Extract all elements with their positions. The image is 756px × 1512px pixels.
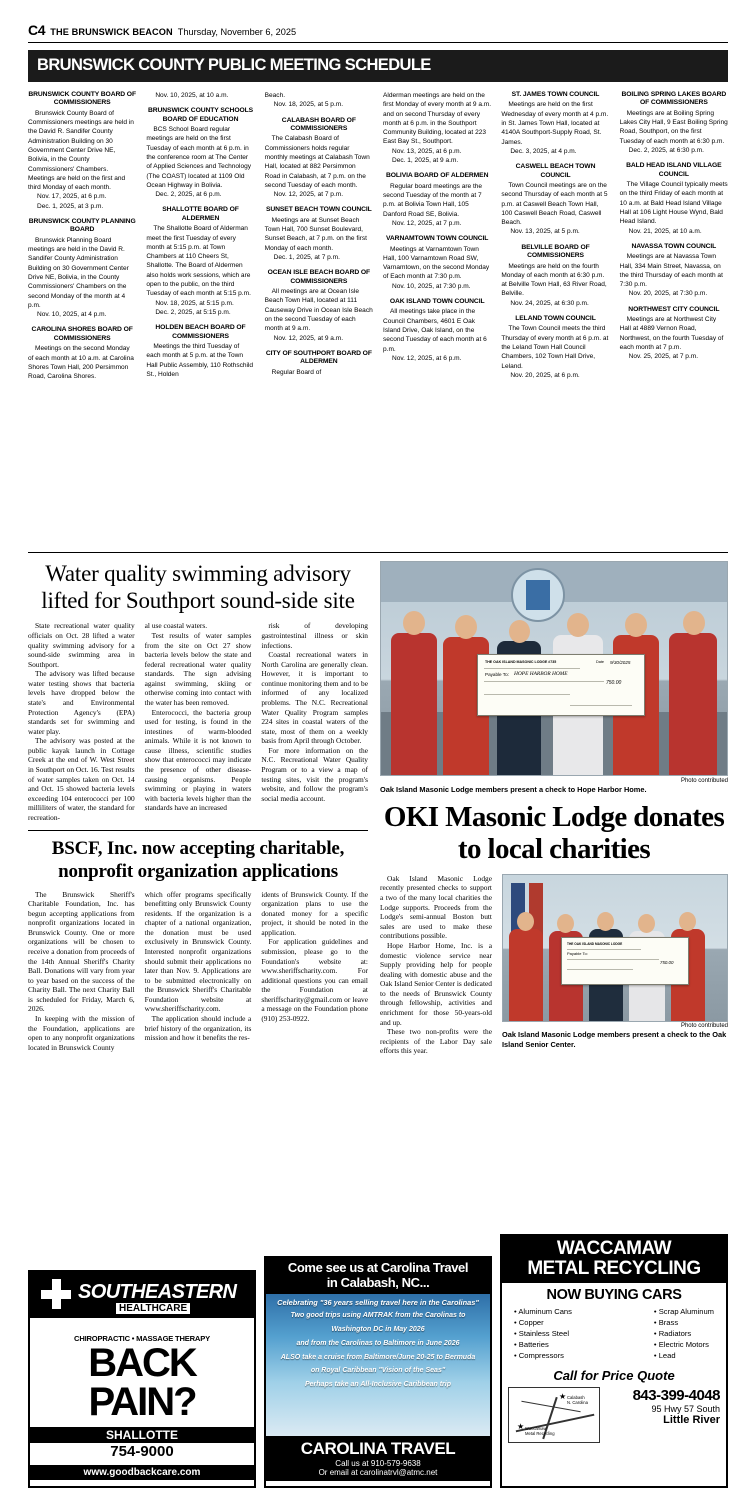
meeting-entry-date: Nov. 12, 2025, at 6 p.m. [392,354,462,362]
metal-buying-headline: NOW BUYING CARS [546,1287,682,1304]
meeting-entry [146,324,254,379]
meeting-entry-body: Meetings are held on the fourth Monday of each month at 6:30 p.m. at Belville Town Hall, 63 River Road, Belville. [501,262,607,298]
story-bscf-headline: BSCF, Inc. now accepting charitable, nonprofit organization applications [51,838,345,882]
travel-promo-line: and from the Carolinas to Baltimore in June 2026 [296,1339,460,1347]
meeting-entry [28,218,136,319]
photo2-caption: Oak Island Masonic Lodge members present a check to the Oak Island Senior Center. [502,1030,727,1050]
meeting-entry-body: Regular Board of [271,368,322,376]
meeting-entry-title: OCEAN ISLE BEACH BOARD OF COMMISSIONERS [267,269,371,285]
meeting-entry-date: Dec. 1, 2025, at 9 a.m. [392,156,459,164]
story-bscf-col-1 [28,890,135,1053]
meeting-entry [146,91,254,100]
schedule-column [146,91,254,546]
metal-title [502,1236,726,1283]
metal-phone[interactable]: 843-399-4048 [632,1387,720,1405]
meeting-entry-date: Nov. 10, 2025, at 7:30 p.m. [392,282,471,290]
meeting-entry-date: Nov. 13, 2025, at 5 p.m. [510,228,580,236]
meeting-entry [383,235,491,291]
story-water-paragraph: The advisory was lifted because water testing shows that bacteria levels have dropped below the state's and Environmental Protection Agency's (EPA) standards set for swimming and water play. [28,669,135,736]
metal-address: 95 Hwy 57 South [651,1404,720,1415]
meeting-entry-date: Nov. 18, 2025, at 5 p.m. [273,101,344,109]
meeting-entry-body: Meetings at Varnamtown Town Hall, 100 Varnamtown Road SW, Varnamtown, on the second Monday of Each month at 7:30 p.m. [383,245,490,281]
story-water-paragraph: Coastal recreational waters in North Carolina are generally clean. However, it is important to continue monitoring them and to be informed of any localized problems. The N.C. Recreational Water Quality Program samples 224 sites in coastal waters of the state, most of them on a weekly basis from April through October. [261,650,368,746]
travel-header-line-1: Come see us at Carolina Travel [287,1260,469,1275]
meeting-entry-title: SUNSET BEACH TOWN COUNCIL [265,206,372,214]
meeting-entry [146,206,254,317]
meeting-entry [501,91,609,156]
meeting-entry-title: ST. JAMES TOWN COUNCIL [511,91,600,98]
photo2-credit: Photo contributed [680,1023,728,1030]
meeting-entry [265,269,373,343]
travel-header [266,1258,490,1294]
se-phone[interactable]: 754-9000 [110,1442,174,1460]
travel-promo-line: Washington DC in May 2026 [331,1326,425,1334]
story-water-paragraph: The advisory was posted at the public kayak launch in Cottage Creek at the end of W. West Street in Southport on Oct. 16. Test results of water samples taken on Oct. 14 and Oct. 15 showed bacteria levels exceeding 104 enterococci per 100 milliliters of water, the standard for recreation- [28,736,135,822]
meeting-entry [383,91,491,165]
meeting-entry-title: NORTHWEST CITY COUNCIL [628,305,720,313]
meeting-entry [620,162,728,236]
meeting-entry-body: Meetings are at Northwest City Hall at 4889 Vernon Road, Northwest, on the fourth Tuesday of each month at 7 p.m. [619,316,724,351]
meeting-schedule [28,91,728,553]
metal-material-item: • Radiators [654,1328,714,1339]
story-water-paragraph: Enterococci, the bacteria group used for testing, is found in the intestines of warm-blooded animals. While it is not known to cause illness, scientific studies show that enterococci may indicate the presence of other disease-causing organisms. People swimming or playing in waters with bacteria levels higher than the standards have an increased [144,707,252,813]
ad-waccamaw-metal-recycling[interactable] [500,1234,728,1488]
metal-material-item: • Stainless Steel [514,1328,572,1339]
meeting-entry-title: BRUNSWICK COUNTY PLANNING BOARD [28,217,136,234]
meeting-entry-body: All meetings take place in the Council Chambers, 4601 E Oak Island Drive, Oak Island, on the second Tuesday of each month at 6 p.m. [383,308,487,353]
masthead-rule [28,42,728,43]
meeting-entry-title: BOILING SPRING LAKES BOARD OF COMMISSIONERS [621,91,727,107]
travel-promo-line: Perhaps take an All-Inclusive Caribbean trip [304,1381,451,1389]
meeting-entry-title: OAK ISLAND TOWN COUNCIL [389,297,485,305]
meeting-entry-body: Meetings are held on the first Wednesday of every month at 4 p.m. in St. James Town Hall, located at 4140A Southport-Supply Road, St. James. [501,101,609,146]
story-oki-col-1 [380,874,492,1056]
story-water-columns [28,621,368,822]
meeting-entry-date: Nov. 10, 2025, at 10 a.m. [155,92,229,99]
meeting-entry-date: Dec. 1, 2025, at 7 p.m. [273,253,340,261]
travel-agency-name: CAROLINA TRAVEL [300,1439,456,1459]
story-oki-paragraph: Oak Island Masonic Lodge recently presented checks to support a two of the many local charities the Lodge supports. Proceeds from the Lodge's semi-annual Boston butt sales are used to make these contributions possible. [380,873,492,941]
page-title: Water quality swimming advisory lifted for Southport sound-side site [41,561,355,613]
meeting-entry-title: LELAND TOWN COUNCIL [515,314,596,322]
advertisement-area [28,1234,728,1502]
meeting-entry-date: Nov. 12, 2025, at 7 p.m. [392,219,462,227]
medical-cross-icon [41,1279,71,1309]
meeting-entry-body: BCS School Board regular meetings are held on the first Tuesday of each month at 6 p.m. in the conference room at The Center of Applied Sciences and Technology (The COAST) located at 1109 Old Ocean Highway in Bolivia. [146,126,252,189]
photo-hope-harbor [380,561,728,776]
story-bscf-paragraph: The Brunswick Sheriff's Charitable Foundation, Inc. has begun accepting applications from nonprofit organizations located in Brunswick County. One or more organizations will be chosen to receive a donation from proceeds of the 14th Annual Sheriff's Charity Ball. Donations will vary from year to year based on the success of the Charity Ball. The next Charity Ball is scheduled for Friday, March 6, 2026. [28,889,135,1014]
meeting-entry-title: BOLIVIA BOARD OF ALDERMEN [385,172,489,180]
meeting-entry-body: Meetings are at Navassa Town Hall, 334 Main Street, Navassa, on the third Thursday of each month at 7:30 p.m. [619,253,723,289]
story-oki-paragraph: Hope Harbor Home, Inc. is a domestic violence service near Supply providing help for people dealing with domestic abuse and the Oak Island Senior Center is dedicated to the needs of Brunswick County through fellowship, activities and enrichment for those 50-years-old and up. [380,940,492,1027]
meeting-entry-body: Regular board meetings are the second Tuesday of the month at 7 p.m. at Bolivia Town Hall, 105 Danford Road SE, Bolivia. [383,182,483,218]
photo-credit: Photo contributed [680,777,728,784]
metal-material-item: • Lead [654,1350,714,1361]
meeting-entry-date: Nov. 17, 2025, at 6 p.m. [37,193,107,201]
meeting-entry-date: Dec. 2, 2025, at 5:15 p.m. [155,308,231,316]
meeting-entry-title: SHALLOTTE BOARD OF ALDERMEN [162,206,239,222]
meeting-entry-date: Nov. 13, 2025, at 6 p.m. [392,147,462,155]
story-water-quality [28,561,368,1052]
metal-title-line-2: METAL RECYCLING [527,1258,701,1280]
se-brand-2: HEALTHCARE [116,1303,190,1314]
meeting-entry-title: BALD HEAD ISLAND VILLAGE COUNCIL [626,162,722,178]
meeting-entry-title: VARNAMTOWN TOWN COUNCIL [386,235,489,243]
story-bscf-paragraph: In keeping with the mission of the Foundation, applications are open to any nonprofit organizations located in Brunswick County [28,1014,135,1052]
oki-photo-block [502,874,728,1056]
meeting-entry-body: Beach. [264,92,286,99]
se-brand: SOUTHEASTERN [78,1281,237,1303]
meeting-entry-body: The Town Council meets the third Thursday of every month at 6 p.m. at the Leland Town Hall Council Chambers, 102 Town Hall Drive, Leland. [501,325,609,370]
meeting-entry-body: Town Council meetings are on the second Thursday of each month at 5 p.m. at Caswell Beach Town Hall, 100 Caswell Beach Road, Caswell Beach. [501,182,608,227]
meeting-entry-date: Nov. 12, 2025, at 7 p.m. [273,191,344,199]
meeting-entry [146,107,254,199]
meeting-entry-title: CALABASH BOARD OF COMMISSIONERS [281,116,356,132]
travel-phone[interactable]: Call us at 910-579-9638 [335,1459,421,1469]
story-water-paragraph: al use coastal waters. [144,621,208,631]
metal-material-item: • Copper [514,1317,572,1328]
meeting-entry-body: All meetings are at Ocean Isle Beach Town Hall, located at 111 Causeway Drive in Ocean Isle Beach on the second Tuesday of each month at 9 a.m. [264,288,373,333]
folio-number: C4 [28,22,46,38]
meeting-entry-title: CITY OF SOUTHPORT BOARD OF ALDERMEN [265,349,372,366]
meeting-entry-title: BRUNSWICK COUNTY SCHOOLS BOARD OF EDUCATION [147,107,254,123]
meeting-entry [620,91,728,155]
meeting-entry-body: The Village Council typically meets on the third Friday of each month at 10 a.m. at Bald Head Island Village Hall at 106 Light House Wynd, Bald Head Island. [619,181,728,226]
metal-contact [604,1387,720,1426]
masthead [28,0,728,38]
se-big-line-2: PAIN? [88,1379,196,1424]
se-subtitle: CHIROPRACTIC • MASSAGE THERAPY [74,1334,210,1343]
metal-material-item: • Batteries [514,1339,572,1350]
travel-email[interactable]: Or email at carolinatrvl@atmc.net [318,1468,438,1478]
meeting-entry [265,117,373,200]
meeting-entry-body: The Shallotte Board of Alderman meet the first Tuesday of every month at 5:15 p.m. at Town Chambers at 110 Cheers St, Shallotte. The Board of Aldermen also holds work sessions, which are open to the public, on the third Tuesday of each month at 5:15 p.m. [146,225,251,298]
meeting-entry-body: Meetings on the second Monday of each month at 10 a.m. at Carolina Shores Town Hall, 200 Persimmon Road, Carolina Shores. [28,345,134,381]
meeting-entry [501,244,609,308]
schedule-column [28,91,136,546]
schedule-column [620,91,728,546]
meeting-entry-title: HOLDEN BEACH BOARD OF COMMISSIONERS [155,324,246,340]
story-water-paragraph: risk of developing gastrointestinal illness or skin infections. [261,621,368,650]
meeting-entry-date: Nov. 12, 2025, at 9 a.m. [273,334,344,342]
story-water-paragraph: Test results of water samples from the site on Oct 27 show bacteria levels below the state and federal recreational water quality standards. The sign advising against swimming, skiing or otherwise coming into contact with the water has been removed. [144,630,252,707]
meeting-entry-body: The Calabash Board of Commissioners holds regular monthly meetings at Calabash Town Hall, located at 882 Persimmon Road in Calabash, at 7 p.m. on the second Tuesday of each month. [264,135,370,189]
story-oki-headline: OKI Masonic Lodge donates to local charities [383,801,725,866]
schedule-column [265,91,373,546]
meeting-entry-title: CASWELL BEACH TOWN COUNCIL [515,163,596,179]
travel-footer [266,1436,490,1481]
meeting-entry-body: Meetings are at Sunset Beach Town Hall, 700 Sunset Boulevard, Sunset Beach, at 7 p.m. on the first Monday of each month. [264,216,367,252]
location-map-icon: ★ ★ Calabash N. Carolina Waccamaw Metal Recycling [508,1387,600,1443]
oki-columns [380,874,728,1056]
story-water-col-1 [28,621,135,822]
meeting-entry-body: Alderman meetings are held on the first Monday of every month at 9 a.m. and on second Thursday of every month at 6 p.m. in the Southport Community Building, located at 223 East Bay St., Southport. [383,92,492,146]
story-water-paragraph: For more information on the N.C. Recreational Water Quality Program or to a view a map of testing sites, visit the program's website, and follow the program's social media account. [261,745,368,803]
story-water-col-3 [261,621,368,822]
story-oki-paragraph: These two non-profits were the recipients of the Labor Day sale efforts this year. [380,1027,492,1056]
meeting-entry [265,206,373,262]
story-water-col-2 [145,621,252,822]
metal-city: Little River [663,1414,720,1427]
section-banner: BRUNSWICK COUNTY PUBLIC MEETING SCHEDULE [28,50,728,82]
metal-material-item: • Electric Motors [654,1339,714,1350]
travel-promo-line: ALSO take a cruise from Baltimore/June 20-25 to Bermuda [280,1353,476,1361]
meeting-entry-date: Nov. 10, 2025, at 4 p.m. [37,311,107,319]
story-bscf [28,838,368,1052]
se-location: SHALLOTTE [30,1427,254,1443]
schedule-column [501,91,609,546]
meeting-entry-date: Dec. 1, 2025, at 3 p.m. [37,202,104,210]
travel-header-line-2: in Calabash, NC... [326,1274,430,1290]
story-bscf-paragraph: For application guidelines and submission, please go to the Foundation's website at: www.sheriffscharity.com. For additional questions you can email the Foundation at sheriffscharity@gmail.com or leave a message on the Foundation phone (910) 253-0922. [261,937,368,1024]
meeting-entry [28,91,136,211]
metal-title-line-1: WACCAMAW [556,1238,672,1259]
story-divider [28,830,368,831]
meeting-entry-body: Meetings are at Boiling Spring Lakes City Hall, 9 East Boiling Spring Road, Southport, on the first Tuesday of each month at 6:30 p.m. [619,109,728,145]
meeting-entry-body: Brunswick County Board of Commissioners meetings are held in the David R. Sandifer County Administration Building on 30 Government Center Drive NE, Bolivia, in the County Commissioners' Chambers. Meetings are held on the first and third Monday of each month. [28,109,134,192]
metal-footer [502,1387,726,1443]
metal-material-item: • Brass [654,1317,714,1328]
meeting-entry [620,306,728,362]
meeting-entry-date: Nov. 21, 2025, at 10 a.m. [628,227,702,235]
meeting-entry-title: BRUNSWICK COUNTY BOARD OF COMMISSIONERS [28,91,136,107]
metal-material-item: • Compressors [514,1350,572,1361]
meeting-entry [501,163,609,237]
ad-carolina-travel[interactable] [264,1256,492,1488]
ad-southeastern-healthcare[interactable] [28,1270,256,1488]
travel-promo-line: Two good trips using AMTRAK from the Carolinas to [290,1312,466,1320]
meeting-entry-date: Nov. 24, 2025, at 6:30 p.m. [510,299,589,307]
travel-body [266,1294,490,1436]
meeting-entry-date: Dec. 3, 2025, at 4 p.m. [510,147,577,155]
story-bscf-paragraph: which offer programs specifically benefitting only Brunswick County residents. If the organization is a chapter of a national organization, the donation must be used exclusively in Brunswick County. Interested nonprofit organizations should submit their applications no later than Nov. 9. Applications are to be submitted electronically on the Brunswick Sheriff's Charitable Foundation website at www.sheriffscharity.com. [144,889,252,1014]
se-logo-bar [30,1272,254,1318]
photo-caption: Oak Island Masonic Lodge members present a check to Hope Harbor Home. [380,784,647,794]
paper-name: THE BRUNSWICK BEACON [50,27,173,37]
meeting-entry-title: BELVILLE BOARD OF COMMISSIONERS [521,243,590,260]
meeting-entry-date: Nov. 18, 2025, at 5:15 p.m. [155,299,234,307]
presentation-check: THE OAK ISLAND MASONIC LODGE #735 Payable To: HOPE HARBOR HOME Date 9/30/2025 750.00 [477,654,645,716]
photo-senior-center: THE OAK ISLAND MASONIC LODGE Payable To: 750.00 [502,874,728,1022]
metal-quote-line: Call for Price Quote [553,1368,675,1384]
meeting-entry [383,172,491,228]
meeting-entry [383,298,491,363]
story-bscf-columns [28,890,368,1053]
meeting-entry [265,91,373,110]
travel-promo-line: Celebrating "36 years selling travel here in the Carolinas" [277,1298,479,1308]
se-website[interactable]: www.goodbackcare.com [30,1465,254,1480]
meeting-entry [265,350,373,377]
story-bscf-col-2 [145,890,252,1053]
story-oki-masonic [380,561,728,1056]
meeting-entry-date: Nov. 20, 2025, at 6 p.m. [510,371,580,379]
meeting-entry [620,243,728,299]
meeting-entry-title: CAROLINA SHORES BOARD OF COMMISSIONERS [31,326,133,342]
metal-material-item: • Scrap Aluminum [654,1306,714,1317]
meeting-entry [28,326,136,381]
story-bscf-paragraph: idents of Brunswick County. If the organization plans to use the donated money for a specific project, it should be noted in the application. [261,889,368,937]
meeting-entry-date: Dec. 2, 2025, at 6 p.m. [155,191,222,199]
issue-date: Thursday, November 6, 2025 [177,27,297,37]
story-bscf-paragraph: The application should include a brief history of the organization, its mission and how it benefits the res- [144,1014,252,1043]
travel-promo-line: on Royal Caribbean "Vision of the Seas" [310,1367,446,1375]
story-bscf-col-3 [261,890,368,1053]
meeting-entry-title: NAVASSA TOWN COUNCIL [631,242,717,250]
metal-list-left [514,1306,572,1361]
meeting-entry-date: Dec. 2, 2025, at 6:30 p.m. [628,147,704,154]
metal-material-item: • Aluminum Cans [514,1306,572,1317]
metal-materials-lists [502,1306,726,1361]
meeting-entry-date: Nov. 25, 2025, at 7 p.m. [628,353,699,361]
schedule-column [383,91,491,546]
story-water-paragraph: State recreational water quality officials on Oct. 28 lifted a water quality swimming advisory for a sound-side swimming area in Southport. [28,621,135,669]
se-big-line-1: BACK [88,1341,196,1385]
story-area [28,561,728,1056]
meeting-entry-body: Brunswick Planning Board meetings are held in the David R. Sandifer County Administration Building on 30 Government Center Drive NE, Bolivia, in the County Commissioners' Chambers on the second Monday of the month at 4 p.m. [28,236,129,309]
meeting-entry-date: Nov. 20, 2025, at 7:30 p.m. [628,290,708,298]
metal-list-right [654,1306,714,1361]
meeting-entry-body: Meetings the third Tuesday of each month at 5 p.m. at the Town Hall Public Assembly, 110 Rothschild St., Holden [146,342,254,378]
meeting-entry [501,315,609,380]
